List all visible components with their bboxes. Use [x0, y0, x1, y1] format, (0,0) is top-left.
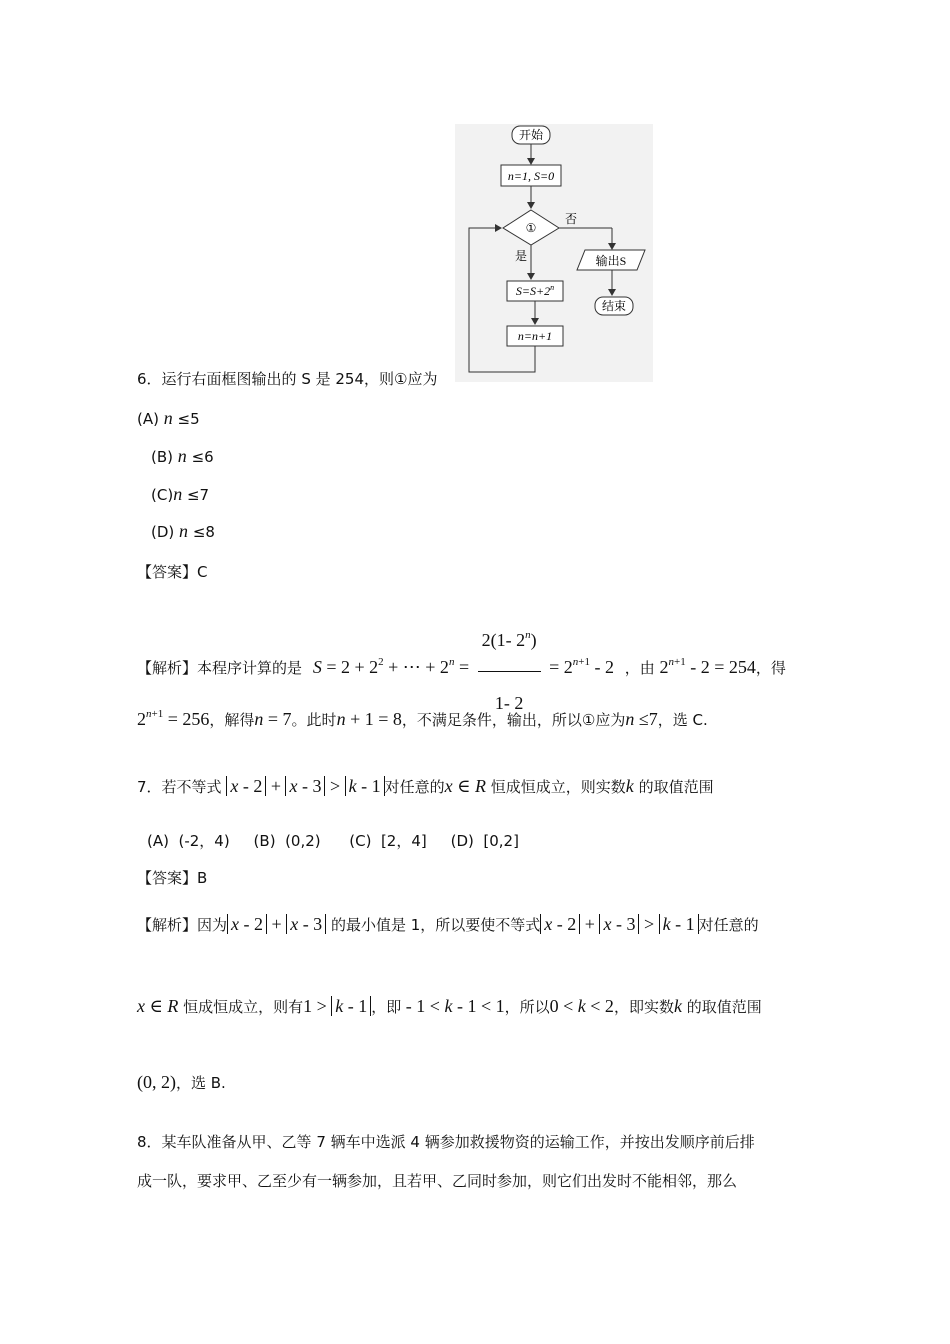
flow-init-label: n=1, S=0: [507, 169, 555, 183]
q8-line1: 8．某车队准备从甲、乙等 7 辆车中选派 4 辆参加救援物资的运输工作，并按出发顺序前后排: [137, 1133, 755, 1151]
flow-output-label: 输出S: [595, 254, 627, 268]
q7-analysis-line2: x ∈ R 恒成恒成立，则有1 > k - 1 ，即 - 1 < k - 1 < 1，所以0 < k < 2，即实数k 的取值范围: [137, 996, 762, 1016]
q6-option-d: (D) n ≤8: [151, 521, 215, 541]
flow-yes-label: 是: [515, 249, 528, 263]
flow-no-label: 否: [565, 212, 578, 226]
q7-stem: 7．若不等式 x - 2 + x - 3 > k - 1 对任意的x ∈ R 恒成恒成立，则实数k 的取值范围: [137, 776, 714, 796]
q6-option-b: (B) n ≤6: [151, 446, 214, 466]
q6-analysis-line2: $2^{n+1} = 256$，解得n = 7。此时n + 1 = 8，不满足条件，输出，所以①应为n ≤7，选 C.: [137, 708, 708, 729]
flowchart: [455, 124, 653, 382]
flow-decision-label: ①: [525, 221, 537, 235]
q6-analysis-line1: 【解析】本程序计算的是 $S = 2 + 2^2$ + ⋯ + $2^n$ = $\frac{2(1- 2^n)}{1- 2}$ = $2^{n+1} - 2$ ，由 $2^{n+1} - 2 = 254$，得: [137, 605, 786, 733]
q7-analysis-line3: (0, 2)，选 B.: [137, 1072, 226, 1092]
q7-answer: 【答案】B: [137, 869, 208, 887]
q8-line2: 成一队，要求甲、乙至少有一辆参加，且若甲、乙同时参加，则它们出发时不能相邻，那么: [137, 1172, 738, 1190]
flow-update-n-label: n=n+1: [517, 329, 553, 343]
q7-analysis-line1: 【解析】因为 x - 2 + x - 3 的最小值是 1，所以要使不等式 x - 2 + x - 3 > k - 1 对任意的: [137, 914, 759, 934]
q7-options: (A) (-2，4) (B) (0,2) (C) [2，4] (D) [0,2]: [147, 832, 519, 850]
flow-update-s-label: $S=S+2^n$: [515, 283, 555, 298]
flow-end-label: 结束: [601, 299, 627, 313]
q6-option-c: (C)n ≤7: [151, 484, 210, 504]
q6-option-a: (A) n ≤5: [137, 408, 200, 428]
q6-stem: 6．运行右面框图输出的 S 是 254，则①应为: [137, 370, 438, 388]
flow-start-label: 开始: [518, 128, 544, 142]
q6-answer: 【答案】C: [137, 563, 208, 581]
